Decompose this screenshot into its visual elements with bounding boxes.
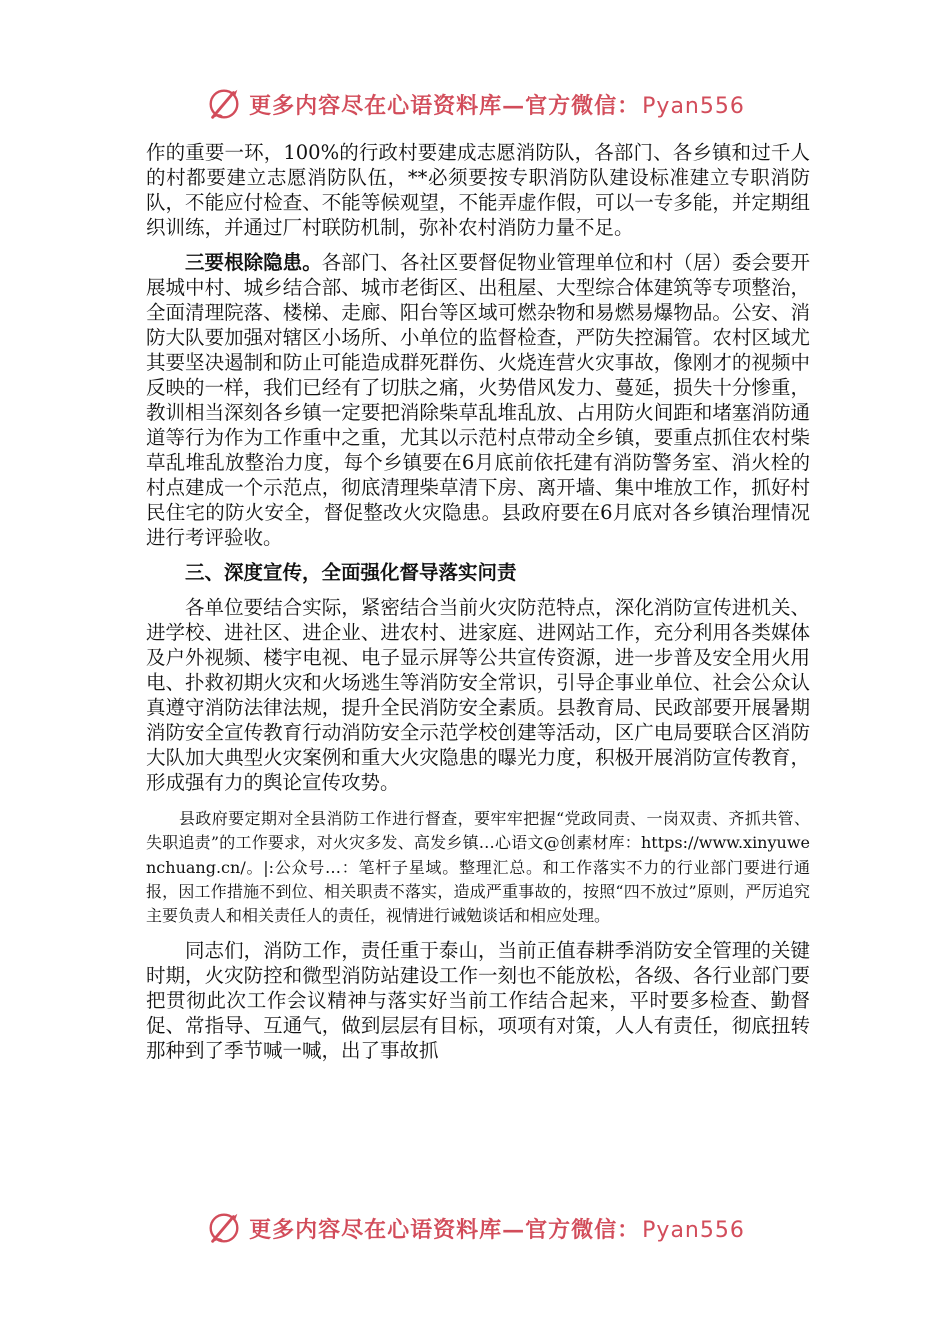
document-body	[146, 140, 810, 1073]
pen-logo-icon	[205, 85, 243, 123]
watermark-text: 更多内容尽在心语资料库—官方微信：Pyan556	[249, 92, 745, 119]
pen-logo-icon	[205, 1209, 243, 1247]
paragraph-publicity: 各单位要结合实际，紧密结合当前火灾防范特点，深化消防宣传进机关、进学校、进社区、进企业、进农村、进家庭、进网站工作，充分利用各类媒体及户外视频、楼宇电视、电子显示屏等公共宣传资源，进一步普及安全用火用电、扑救初期火灾和火场逃生等消防安全常识，引导企事业单位、社会公众认真遵守消防法律法规，提升全民消防安全素质。县教育局、民政部要开展暑期消防安全宣传教育行动消防安全示范学校创建等活动，区广电局要联合区消防大队加大典型火灾案例和重大火灾隐患的曝光力度，积极开展消防宣传教育，形成强有力的舆论宣传攻势。	[146, 596, 810, 794]
footer-watermark	[0, 1208, 950, 1248]
paragraph-remove-hazards: 三要根除隐患。各部门、各社区要督促物业管理单位和村（居）委会要开展城中村、城乡结合部、城市老街区、出租屋、大型综合体建筑等专项整治，全面清理院落、楼梯、走廊、阳台等区域可燃杂物和易燃易爆物品。公安、消防大队要加强对辖区小场所、小单位的监督检查，严防失控漏管。农村区域尤其要坚决遏制和防止可能造成群死群伤、火烧连营火灾事故，像刚才的视频中反映的一样，我们已经有了切肤之痛，火势借风发力、蔓延，损失十分惨重，教训相当深刻各乡镇一定要把消除柴草乱堆乱放、占用防火间距和堵塞消防通道等行为作为工作重中之重，尤其以示范村点带动全乡镇，要重点抓住农村柴草乱堆乱放整治力度，每个乡镇要在6月底前依托建有消防警务室、消火栓的村点建成一个示范点，彻底清理柴草清下房、离开墙、集中堆放工作，抓好村民住宅的防火安全，督促整改火灾隐患。县政府要在6月底对各乡镇治理情况进行考评验收。	[146, 251, 810, 549]
paragraph-lead: 三要根除隐患。	[185, 251, 322, 274]
header-watermark	[0, 84, 950, 124]
section-heading: 三、深度宣传，全面强化督导落实问责	[185, 561, 517, 584]
watermark-text: 更多内容尽在心语资料库—官方微信：Pyan556	[249, 1216, 745, 1243]
paragraph-continuation: 作的重要一环，100%的行政村要建成志愿消防队，各部门、各乡镇和过千人的村都要建立志愿消防队伍，**必须要按专职消防队建设标准建立专职消防队，不能应付检查、不能等候观望，不能弄虚作假，可以一专多能，并定期组织训练，并通过厂村联防机制，弥补农村消防力量不足。	[146, 141, 810, 239]
paragraph-supervision: 县政府要定期对全县消防工作进行督查，要牢牢把握“党政同责、一岗双责、齐抓共管、失职追责”的工作要求，对火灾多发、高发乡镇…心语文@创素材库：https://www.xinyuwenchuang.cn/。|:公众号…：笔杆子星域。整理汇总。和工作落实不力的行业部门要进行通报，因工作措施不到位、相关职责不落实，造成严重事故的，按照“四不放过”原则，严厉追究主要负责人和相关责任人的责任，视情进行诫勉谈话和相应处理。	[146, 809, 810, 926]
paragraph-closing: 同志们，消防工作，责任重于泰山，当前正值春耕季消防安全管理的关键时期，火灾防控和微型消防站建设工作一刻也不能放松，各级、各行业部门要把贯彻此次工作会议精神与落实好当前工作结合起来，平时要多检查、勤督促、常指导、互通气，做到层层有目标，项项有对策，人人有责任，彻底扭转那种到了季节喊一喊，出了事故抓	[146, 939, 810, 1063]
